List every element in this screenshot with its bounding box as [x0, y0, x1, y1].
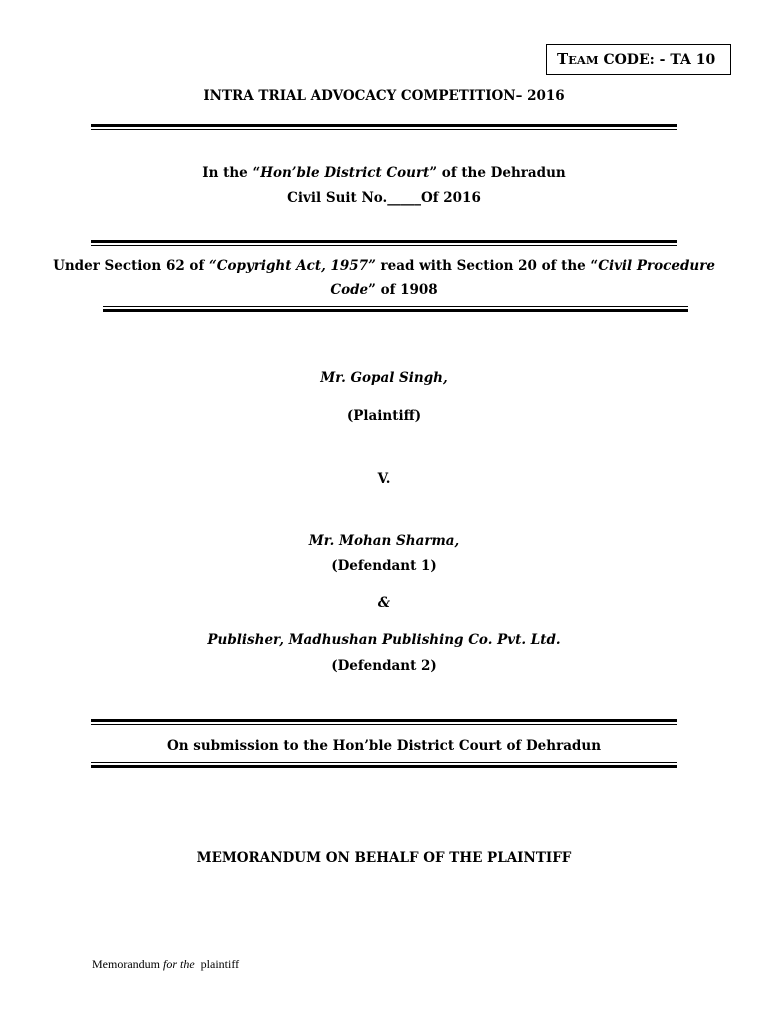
section-line-1: [0, 257, 768, 275]
defendant2-role: (Defendant 2): [331, 658, 437, 674]
divider-rule: [91, 124, 677, 127]
code-name-line1: Civil Procedure: [598, 258, 715, 274]
divider-rule: [91, 765, 677, 768]
team-code-small-caps: EAM: [568, 53, 599, 67]
defendant1-name: Mr. Mohan Sharma,: [308, 533, 460, 549]
team-code-value: CODE: - TA 10: [603, 52, 716, 68]
divider-rule-thin: [91, 724, 677, 725]
section-text-part1: Under Section 62 of: [53, 258, 209, 274]
divider-rule: [91, 719, 677, 722]
footer-text-part2: plaintiff: [194, 957, 240, 971]
memorandum-title: MEMORANDUM ON BEHALF OF THE PLAINTIFF: [196, 850, 572, 866]
divider-rule-thin: [91, 245, 677, 246]
competition-title: INTRA TRIAL ADVOCACY COMPETITION– 2016: [203, 88, 565, 104]
divider-rule-thin: [91, 129, 677, 130]
code-name-line2: Code: [330, 282, 369, 298]
section-text-part2: read with Section 20 of the “: [375, 258, 599, 274]
team-code-box: [546, 44, 731, 75]
court-line-prefix: In the “: [202, 165, 261, 181]
divider-rule: [103, 309, 688, 312]
section-text-part3: ” of 1908: [368, 282, 438, 298]
footer-text-part1: Memorandum: [92, 957, 163, 971]
divider-rule: [91, 240, 677, 243]
footer-text-italic: for the: [163, 957, 195, 971]
divider-rule-thin: [91, 762, 677, 763]
court-line-suffix: ” of the Dehradun: [429, 165, 566, 181]
divider-rule-thin: [103, 306, 688, 307]
defendant1-role: (Defendant 1): [331, 558, 437, 574]
team-code-first-letter: T: [557, 50, 569, 68]
act-name: “Copyright Act, 1957”: [208, 258, 376, 274]
versus: V.: [377, 471, 391, 487]
plaintiff-name: Mr. Gopal Singh,: [320, 370, 448, 386]
civil-suit-line: Civil Suit No._____Of 2016: [287, 190, 481, 206]
submission-line: On submission to the Hon’ble District Court of Dehradun: [166, 738, 602, 754]
page-footer: [92, 956, 239, 972]
plaintiff-role: (Plaintiff): [346, 408, 422, 424]
defendant2-name: Publisher, Madhushan Publishing Co. Pvt. Ltd.: [207, 632, 561, 648]
section-line-2: [0, 281, 768, 299]
court-name: Hon’ble District Court: [260, 165, 430, 181]
court-line: [0, 164, 768, 182]
ampersand: &: [377, 595, 391, 611]
